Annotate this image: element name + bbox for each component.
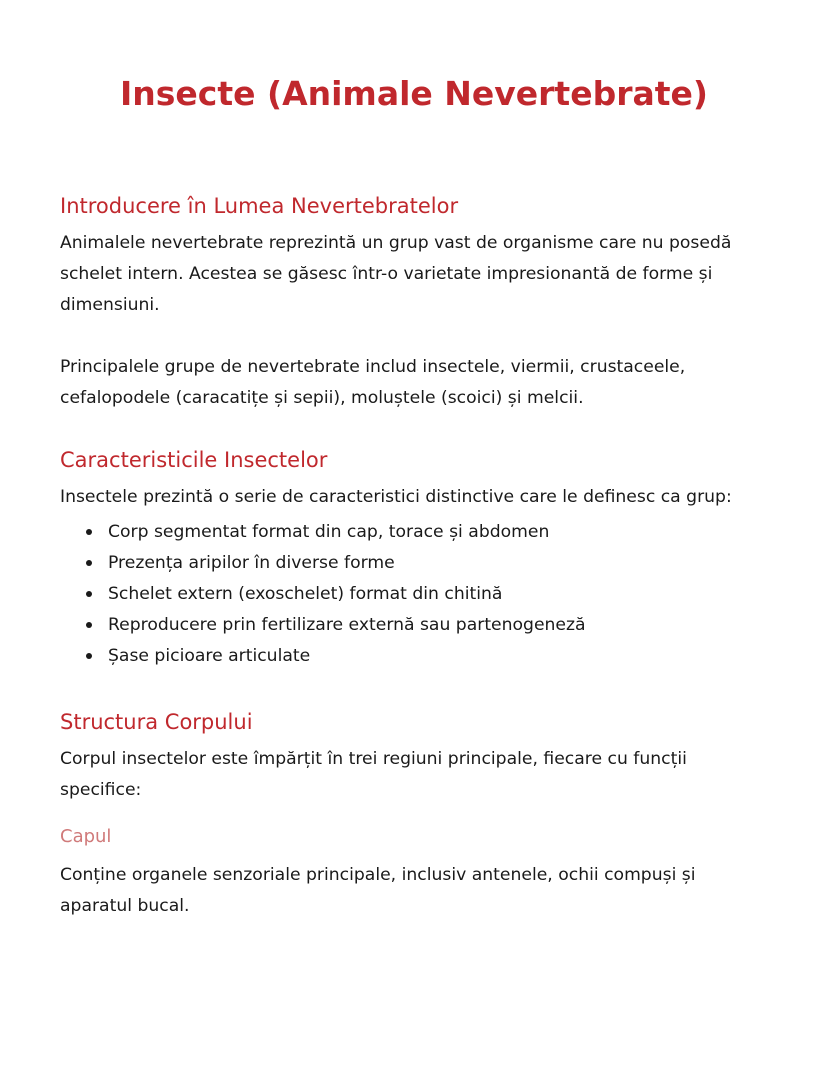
head-description: Conține organele senzoriale principale, inclusiv antenele, ochii compuși și aparatul bucal. xyxy=(60,865,696,916)
characteristics-lead: Insectele prezintă o serie de caracteristici distinctive care le definesc ca grup: xyxy=(60,487,732,507)
section-structure xyxy=(60,707,768,922)
list-item: Corp segmentat format din cap, torace și abdomen xyxy=(108,517,768,548)
intro-paragraph-2: Principalele grupe de nevertebrate includ insectele, viermii, crustaceele, cefalopodele (caracatițe și sepii), moluștele (scoici) și melcii. xyxy=(60,357,686,408)
section-characteristics xyxy=(60,445,768,672)
page-title: Insecte (Animale Nevertebrate) xyxy=(120,74,708,113)
section-heading-characteristics: Caracteristicile Insectelor xyxy=(60,448,328,472)
characteristics-list xyxy=(60,517,768,672)
section-heading-structure: Structura Corpului xyxy=(60,710,253,734)
section-heading-intro: Introducere în Lumea Nevertebratelor xyxy=(60,194,459,218)
list-item: Șase picioare articulate xyxy=(108,641,768,672)
intro-paragraph-1: Animalele nevertebrate reprezintă un grup vast de organisme care nu posedă schelet intern. Acestea se găsesc într-o varietate impresionantă de forme și dimensiuni. xyxy=(60,233,732,315)
structure-lead: Corpul insectelor este împărțit în trei regiuni principale, fiecare cu funcții specifice: xyxy=(60,749,687,800)
section-intro xyxy=(60,191,768,414)
list-item: Schelet extern (exoschelet) format din chitină xyxy=(108,579,768,610)
list-item: Reproducere prin fertilizare externă sau partenogeneză xyxy=(108,610,768,641)
list-item: Prezența aripilor în diverse forme xyxy=(108,548,768,579)
subsection-head xyxy=(60,824,768,922)
subsection-heading-head: Capul xyxy=(60,826,112,847)
